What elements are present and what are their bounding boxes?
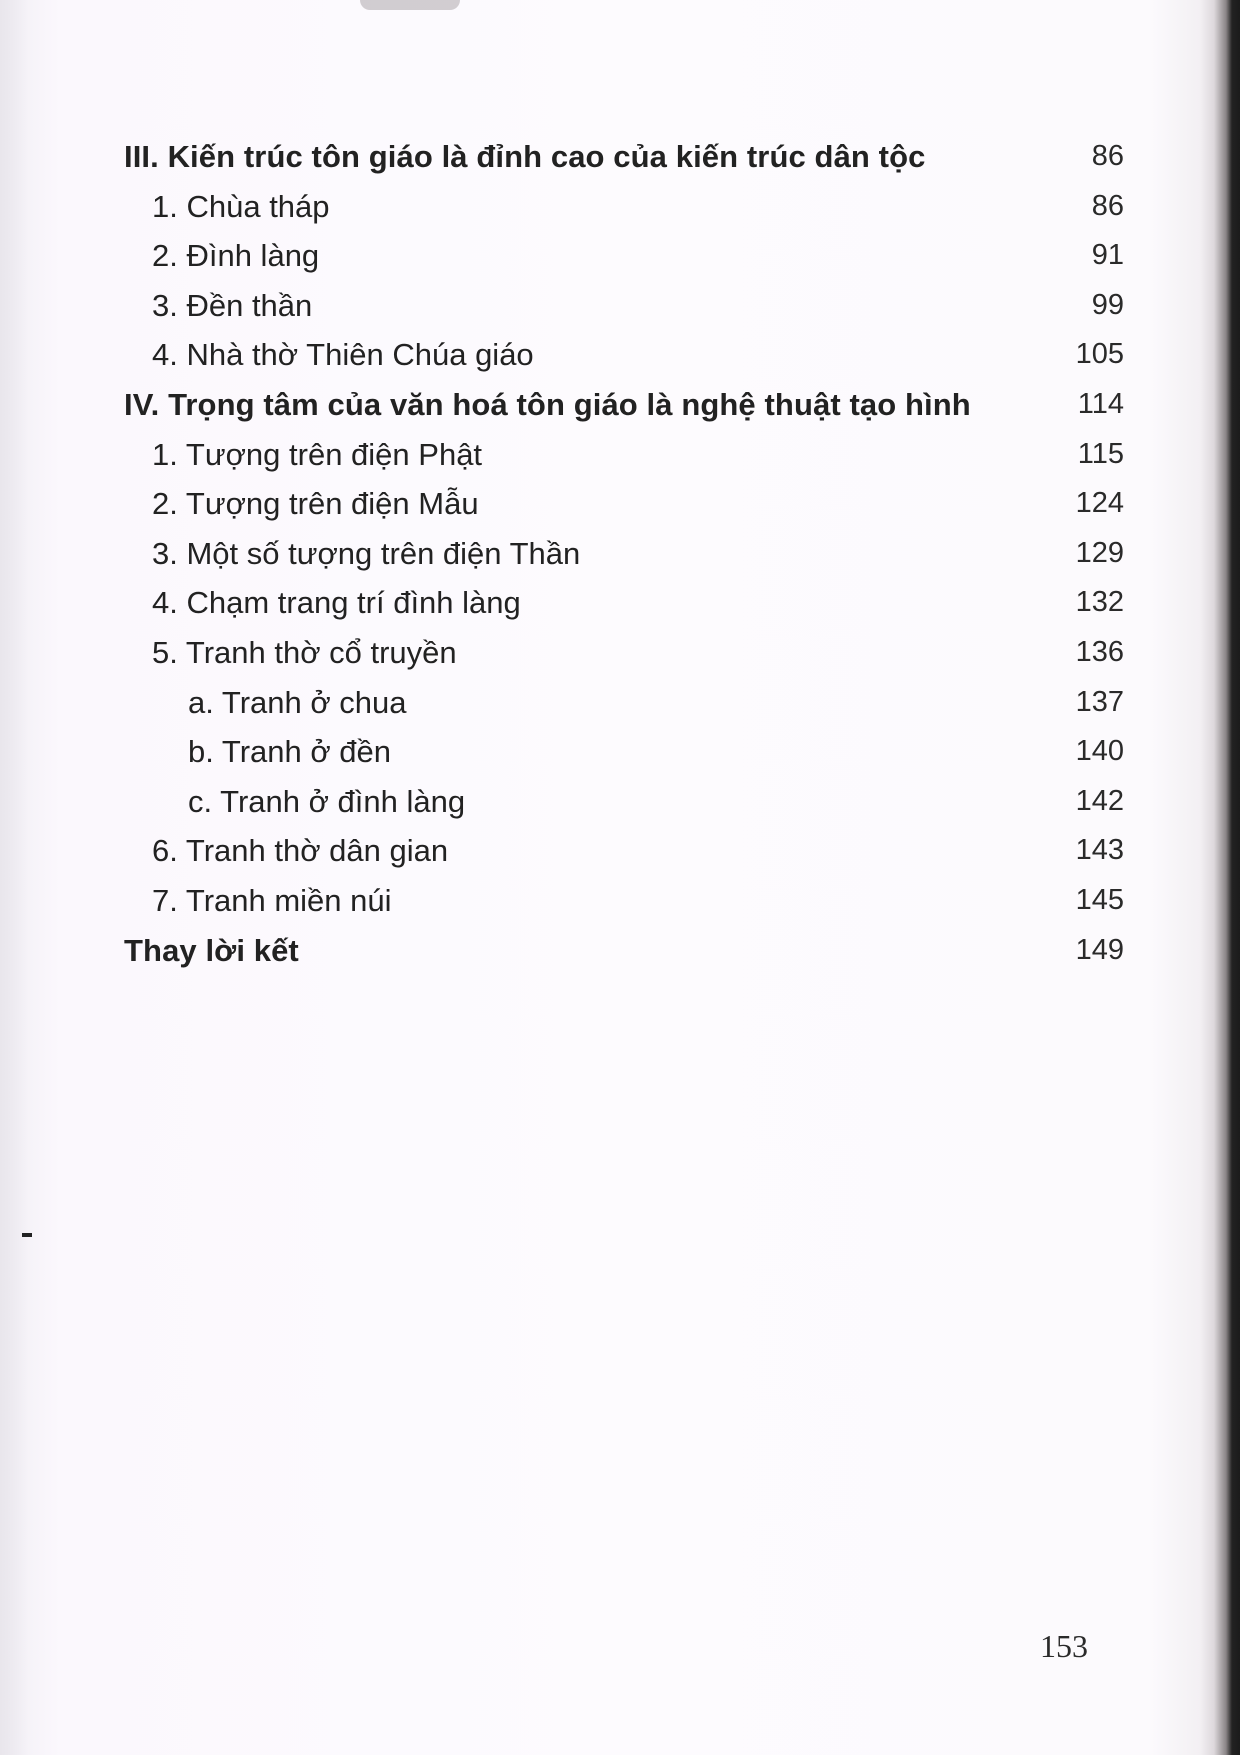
- toc-entry: [124, 727, 1124, 777]
- toc-entry-page: 143: [1075, 834, 1124, 867]
- scan-smudge: [360, 0, 460, 10]
- toc-entry-page: 145: [1075, 883, 1124, 916]
- toc-entry-title: 2. Đình làng: [152, 238, 320, 274]
- toc-entry-title: III. Kiến trúc tôn giáo là đỉnh cao của kiến trúc dân tộc: [124, 139, 926, 174]
- toc-entry: [124, 330, 1124, 380]
- toc-entry-title: 6. Tranh thờ dân gian: [152, 833, 449, 869]
- toc-entry-title: 2. Tượng trên điện Mẫu: [152, 486, 479, 522]
- toc-entry-page: 124: [1075, 487, 1124, 520]
- toc-entry-title: 5. Tranh thờ cổ truyền: [152, 634, 457, 670]
- toc-entry: [124, 430, 1124, 480]
- toc-entry: [124, 678, 1124, 728]
- toc-entry-title: 3. Một số tượng trên điện Thần: [152, 535, 581, 571]
- toc-entry-page: 86: [1091, 140, 1124, 172]
- toc-entry-title: 7. Tranh miền núi: [152, 882, 392, 918]
- toc-entry-page: 114: [1077, 387, 1124, 420]
- scan-mark: [22, 1233, 32, 1237]
- toc-entry-page: 149: [1075, 933, 1124, 966]
- toc-entry-title: IV. Trọng tâm của văn hoá tôn giáo là nghệ thuật tạo hình: [124, 386, 971, 422]
- toc-entry: [124, 578, 1124, 628]
- page-left-edge: [0, 0, 28, 1755]
- toc-entry-page: 137: [1075, 685, 1124, 718]
- toc-entry-page: 140: [1075, 735, 1124, 768]
- toc-entry-page: 136: [1075, 635, 1124, 668]
- toc-entry-title: 3. Đền thần: [152, 287, 313, 323]
- toc-entry: [124, 777, 1124, 827]
- toc-entry-page: 105: [1075, 338, 1124, 371]
- toc-entry-page: 132: [1075, 586, 1124, 619]
- toc-entry: [124, 281, 1124, 331]
- toc-entry: [124, 231, 1124, 281]
- toc-entry-title: Thay lời kết: [124, 932, 299, 968]
- toc-entry-page: 142: [1075, 784, 1124, 817]
- toc-entry: [124, 876, 1124, 926]
- toc-entry: [124, 826, 1124, 876]
- toc-entry-page: 99: [1091, 288, 1124, 321]
- toc-entry: [124, 628, 1124, 678]
- toc-entry-title: 4. Chạm trang trí đình làng: [152, 585, 521, 621]
- toc-entry: [124, 926, 1124, 976]
- toc-entry-page: 129: [1075, 536, 1124, 569]
- toc-entry-page: 91: [1091, 239, 1124, 272]
- toc-entry-page: 115: [1077, 437, 1124, 470]
- table-of-contents: [124, 132, 1124, 975]
- toc-entry-title: b. Tranh ở đền: [188, 734, 392, 770]
- toc-entry-page: 86: [1091, 189, 1124, 222]
- toc-entry: [124, 380, 1124, 430]
- toc-entry: [124, 529, 1124, 579]
- page-number: 153: [1040, 1628, 1088, 1664]
- toc-entry: [124, 182, 1124, 232]
- toc-entry-title: c. Tranh ở đình làng: [188, 783, 466, 819]
- toc-entry: [124, 479, 1124, 529]
- toc-entry-title: 4. Nhà thờ Thiên Chúa giáo: [152, 337, 534, 373]
- toc-entry-title: a. Tranh ở chua: [188, 684, 407, 720]
- toc-entry-title: 1. Tượng trên điện Phật: [152, 436, 483, 472]
- toc-entry: [124, 132, 1124, 182]
- binding-shadow: [1200, 0, 1240, 1755]
- toc-entry-title: 1. Chùa tháp: [152, 188, 330, 224]
